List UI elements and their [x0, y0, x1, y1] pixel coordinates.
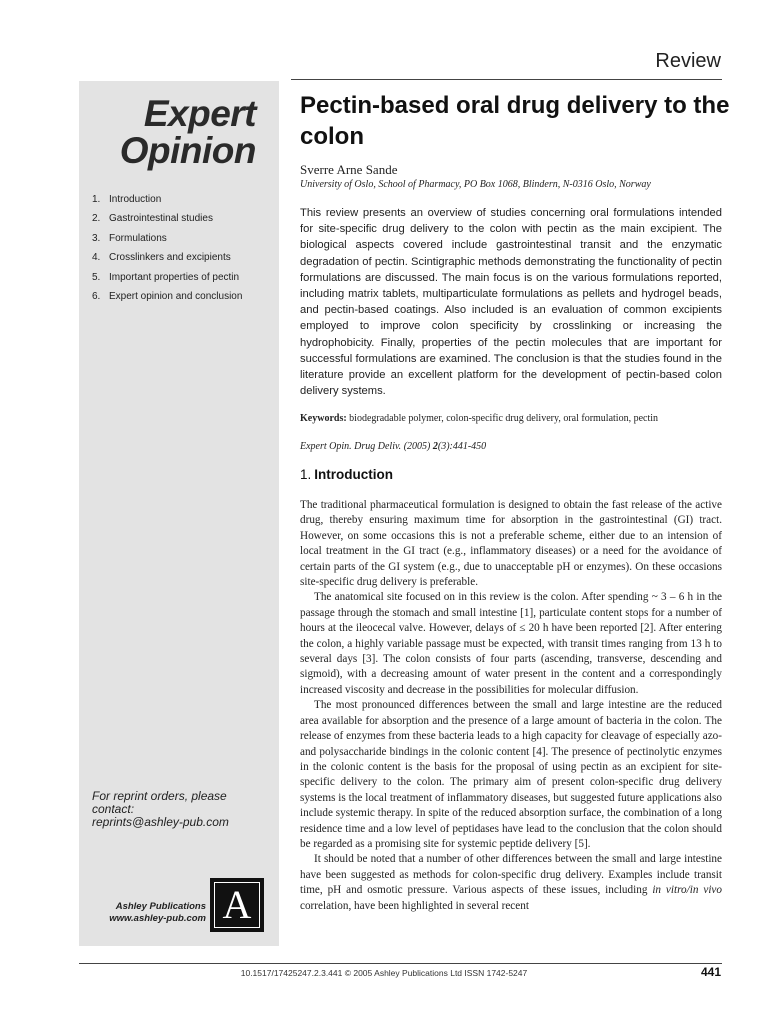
keywords-line [300, 413, 658, 424]
article-author: Sverre Arne Sande [300, 162, 398, 177]
toc-item-crosslinkers[interactable] [92, 252, 242, 271]
table-of-contents [92, 194, 242, 310]
citation-volume: 2 [432, 441, 438, 452]
sidebar [79, 81, 279, 946]
body-paragraph [300, 852, 722, 914]
toc-label: Expert opinion and conclusion [109, 290, 243, 302]
toc-number: 1. [92, 194, 101, 205]
body-paragraph: The most pronounced differences between the small and large intestine are the reduced area available for absorption and the presence of a large amount of bacteria in the colon. The release of enzymes from these bacteria leads to a high capacity for cleavage of especially azo- and polysaccharide bindings in the colonic content [4]. The presence of pectinolytic enzymes in the colonic content is the basis for the proposal of using pectin as an excipient for site-specific delivery to the colon. The primary aim of present colon-specific drug delivery systems is the local treatment of inflammatory diseases, but suggested future applications also include systemic therapy. In spite of the reduced absorption surface, the combination of a long residence time and a low level of peptidases have lead to the conclusion that the colon should be regarded as a promising site for systemic peptide delivery [5]. [300, 699, 722, 850]
article-title: Pectin-based oral drug delivery to the colon [300, 92, 730, 150]
bottom-rule [79, 963, 722, 964]
toc-item-formulations[interactable] [92, 233, 242, 252]
reprint-email-link[interactable]: reprints@ashley-pub.com [92, 815, 229, 829]
toc-label: Crosslinkers and excipients [109, 252, 231, 264]
citation-line [300, 441, 486, 452]
citation-issue-pages: (3):441-450 [437, 441, 487, 452]
keywords-label: Keywords: [300, 413, 347, 424]
article-body [300, 498, 722, 914]
page-number: 441 [700, 965, 721, 979]
toc-number: 5. [92, 271, 101, 283]
footer-doi: 10.1517/17425247.2.3.441 © 2005 Ashley Publications Ltd ISSN 1742-5247 [240, 968, 528, 978]
abstract: This review presents an overview of studies concerning oral formulations intended for site-specific drug delivery to the colon with pectin as the main excipient. The biological aspects covered include gastrointestinal transit and the enzymatic degradation of pectin. Scintigraphic methods demonstrating the functionality of pectin formulations are discussed. The main focus is on the various formulations reported, including matrix tablets, multiparticulate formulations as pellets and hydrogel beads, and pectin-based coatings. Also included is an evaluation of common excipients employed to improve colon specificity by crosslinking or increasing the hydrophobicity. Finally, properties of the pectin molecules that are important for successful formulations are examined. The conclusion is that the studies found in the literature provide an excellent platform for the development of pectin-based colon delivery systems. [300, 207, 722, 398]
toc-number: 3. [92, 232, 101, 244]
toc-item-expert-opinion[interactable] [92, 291, 242, 310]
body-paragraph: The anatomical site focused on in this review is the colon. After spending ~ 3 – 6 h in the passage through the stomach and small intestine [1], particulate content stops for a number of hours at the ileocecal valve. However, delays of ≤ 20 h have been reported [2]. After entering the colon, a highly variable passage must be expected, with transit times ranging from 13 h to several days [3]. The colon consists of four parts (ascending, transverse, descending and sigmoid), with a decreasing amount of water present in the content and a correspondingly increased viscosity and decrease in the possibilities for molecular diffusion. [300, 591, 722, 696]
publisher-name: Ashley Publications [115, 901, 206, 912]
body-paragraph: The traditional pharmaceutical formulation is designed to obtain the fast release of the active drug, thereby ensuring maximum time for absorption in the gastrointestinal (GI) tract. However, on some occasions this is not a preferable scheme, either due to an intension of local treatment in the GI tract (e.g., inflammatory diseases) or a need for the avoidance of certain parts of the GI system (e.g., due to unacceptable pH or enzymes). On these occasions site-specific drug delivery is preferable. [300, 499, 722, 589]
journal-logo-line1: Expert [143, 93, 256, 134]
reprint-notice [92, 790, 272, 829]
toc-item-introduction[interactable] [92, 194, 242, 213]
section-number: 1. [300, 467, 312, 482]
journal-logo [120, 95, 256, 169]
keywords-list: biodegradable polymer, colon-specific drug delivery, oral formulation, pectin [349, 413, 659, 424]
publisher-logo [210, 878, 264, 932]
toc-label: Important properties of pectin [109, 271, 240, 283]
toc-number: 2. [92, 213, 101, 225]
toc-item-gastrointestinal-studies[interactable] [92, 213, 242, 232]
journal-logo-line2: Opinion [119, 130, 256, 171]
reprint-line2: contact: [92, 802, 135, 816]
publisher-info [109, 901, 206, 925]
body-italic-run: in vitro/in vivo [652, 884, 722, 897]
section-label: Review [655, 50, 721, 72]
publisher-url-link[interactable]: www.ashley-pub.com [109, 913, 206, 924]
reprint-line1: For reprint orders, please [92, 789, 227, 803]
toc-label: Gastrointestinal studies [109, 213, 213, 225]
citation-year: (2005) [403, 441, 431, 452]
toc-number: 6. [92, 290, 101, 302]
top-rule [291, 79, 722, 80]
section-title: Introduction [314, 467, 393, 482]
body-text-run: It should be noted that a number of other differences between the small and large intestine have been suggested as methods for colon-specific drug delivery. Examples include transit time, pH and osmotic pressure. Various aspects of these issues, including [300, 853, 722, 897]
toc-label: Formulations [109, 232, 167, 244]
body-text-run: correlation, have been highlighted in several recent [300, 899, 529, 912]
introduction-heading [300, 467, 393, 482]
toc-item-pectin-properties[interactable] [92, 272, 242, 291]
author-affiliation: University of Oslo, School of Pharmacy, PO Box 1068, Blindern, N-0316 Oslo, Norway [300, 179, 651, 190]
citation-journal: Expert Opin. Drug Deliv. [300, 441, 402, 452]
publisher-logo-letter: A [214, 882, 260, 928]
toc-number: 4. [92, 252, 101, 264]
toc-label: Introduction [109, 194, 162, 205]
